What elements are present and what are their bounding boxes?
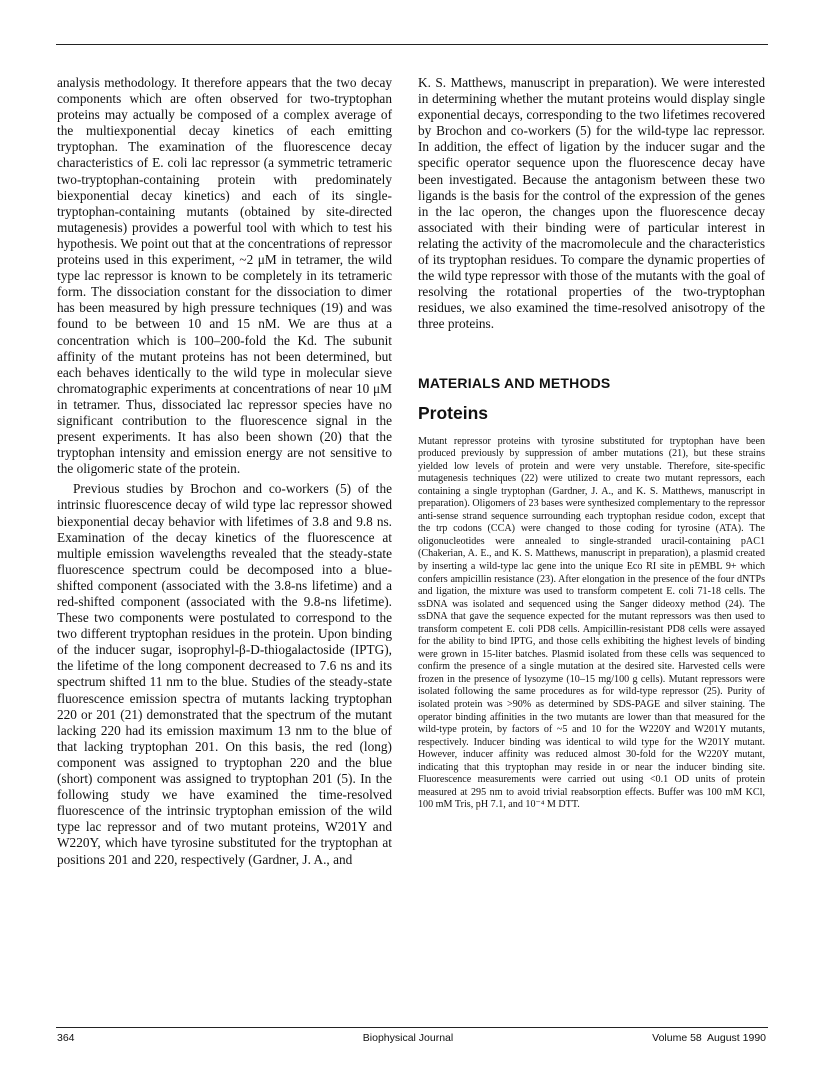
right-column: [418, 75, 765, 812]
section-heading: MATERIALS AND METHODS: [418, 374, 611, 391]
body-paragraph: analysis methodology. It therefore appears that the two decay components which are often observed for two-tryptophan proteins may actually be composed of a complex average of the multiexponential decay kinetics of each emitting tryptophan. The examination of the fluorescence decay characteristics of E. coli lac repressor (a symmetric tetrameric two-tryptophan-containing protein with predominately biexponential decay kinetics) and each of its single-tryptophan-containing mutants (obtained by site-directed mutagenesis) provides a powerful tool with which to test his hypothesis. We point out that at the concentrations of repressor proteins used in this experiment, ~2 μM in tetramer, the wild type lac repressor is known to be completely in its tetrameric form. The dissociation constant for the dissociation to dimer has been measured by high pressure techniques (19) and was found to be between 10 and 15 nM. We are thus at a concentration which is 100–200-fold the Kd. The subunit affinity of the mutant proteins has not been determined, but each behaves identically to the wild type in molecular sieve chromatographic experiments at concentrations of near 10 μM in tetramer. Thus, dissociated lac repressor species have no significant contribution to the fluorescence signal in the present experiments. It has also been shown (20) that the tryptophan intensity and emission energy are not sensitive to the oligomeric state of the protein.: [57, 75, 392, 477]
subsection-heading: Proteins: [418, 402, 489, 423]
methods-paragraph: Mutant repressor proteins with tyrosine substituted for tryptophan have been produced previously by suppression of amber mutations (21), but these strains yielded low levels of protein and were very unstable. Therefore, site-specific mutagenesis techniques (22) were utilized to create two mutant repressors, each containing a single tryptophan (Gardner, J. A., and K. S. Matthews, manuscript in preparation). Oligomers of 23 bases were synthesized complementary to the repressor anti-sense strand sequence surrounding each tryptophan residue codon, except that the trp codons (CCA) were changed to those coding for tyrosine (ATA). The oligonucleotides were annealed to single-stranded uracil-containing pAC1 (Chakerian, A. E., and K. S. Matthews, manuscript in preparation), a plasmid created by inserting a wild-type lac gene into the unique Eco RI site in pEMBL 9+ which confers ampicillin resistance (23). After elongation in the presence of the four dNTPs and ligation, the mixture was used to transform competent E. coli 71-18 cells. The ssDNA was isolated and sequenced using the Sanger dideoxy method (24). The ssDNA that gave the sequence expected for the mutant repressors was then used to transform competent E. coli PD8 cells. Ampicillin-resistant PD8 cells were assayed for the ability to bind IPTG, and those cells exhibiting the highest levels of binding were grown in 15-liter batches. Plasmid isolated from these cells was sequenced to confirm the presence of a single mutation at the desired site. Harvested cells were frozen in the presence of lysozyme (10–15 mg/100 g cells). Mutant repressors were isolated following the same procedures as for wild-type repressor (25). Purity of isolated protein was >90% as determined by SDS-PAGE and silver staining. The operator binding affinities in the two mutants are lower than that measured for the wild-type protein, by factors of ~5 and 10 for the W220Y and W201Y mutants, respectively. Inducer binding was identical to wild type for the W201Y mutant. However, inducer affinity was reduced almost 30-fold for the W220Y mutant, indicating that this tryptophan may reside in or near the inducer binding site. Fluorescence measurements were carried out using <0.1 OD units of protein measured at 295 nm to avoid trivial reabsorption effects. Buffer was 100 mM KCl, 100 mM Tris, pH 7.1, and 10⁻⁴ M DTT.: [418, 435, 765, 811]
volume-date: Volume 58 August 1990: [652, 1032, 766, 1044]
header-rule: [56, 44, 768, 45]
footer-rule: [56, 1027, 768, 1028]
journal-name: Biophysical Journal: [362, 1032, 454, 1044]
page-number: 364: [57, 1032, 75, 1044]
body-paragraph: Previous studies by Brochon and co-workers (5) of the intrinsic fluorescence decay of wild type lac repressor showed biexponential decay behavior with lifetimes of 3.8 and 9.8 ns. Examination of the decay kinetics of the fluorescence at multiple emission wavelengths revealed that the steady-state fluorescence spectrum could be decomposed into a blue-shifted component (associated with the 3.8-ns lifetime) and a red-shifted component (associated with the 9.8-ns lifetime). These two components were postulated to correspond to the two different tryptophan residues in the protein. Upon binding of the inducer sugar, isoprophyl-β-D-thiogalactoside (IPTG), the lifetime of the long component decreased to 7.6 ns and its spectrum shifted 11 nm to the blue. Studies of the steady-state fluorescence emission spectra of mutants lacking tryptophan 220 or 201 (21) demonstrated that the spectrum of the mutant lacking 220 had its emission maximum 13 nm to the blue of that lacking tryptophan 201. On this basis, the red (long) component was assigned to tryptophan 220 and the blue (short) component was assigned to tryptophan 201 (5). In the following study we have examined the time-resolved fluorescence of the intrinsic tryptophan emission of the wild type lac repressor and of two mutant proteins, W201Y and W220Y, which have tyrosine substituted for the tryptophan at positions 201 and 220, respectively (Gardner, J. A., and: [57, 481, 392, 867]
left-column: [57, 75, 392, 868]
body-paragraph: K. S. Matthews, manuscript in preparation). We were interested in determining whether the mutant proteins would display single exponential decays, corresponding to the two lifetimes recovered by Brochon and co-workers (5) for the wild-type lac repressor. In addition, the effect of ligation by the inducer sugar and the specific operator sequence upon the fluorescence decay have been investigated. Because the antagonism between these two ligands is the basis for the control of the expression of the genes in the lac operon, the changes upon the fluorescence decay associated with their binding were of particular interest in relating the activity of the macromolecule and the characteristics of its tryptophan residues. To compare the dynamic properties of the wild type repressor with those of the mutants with the goal of resolving the rotational properties of the two-tryptophan residues, we also examined the time-resolved anisotropy of the three proteins.: [418, 75, 765, 332]
